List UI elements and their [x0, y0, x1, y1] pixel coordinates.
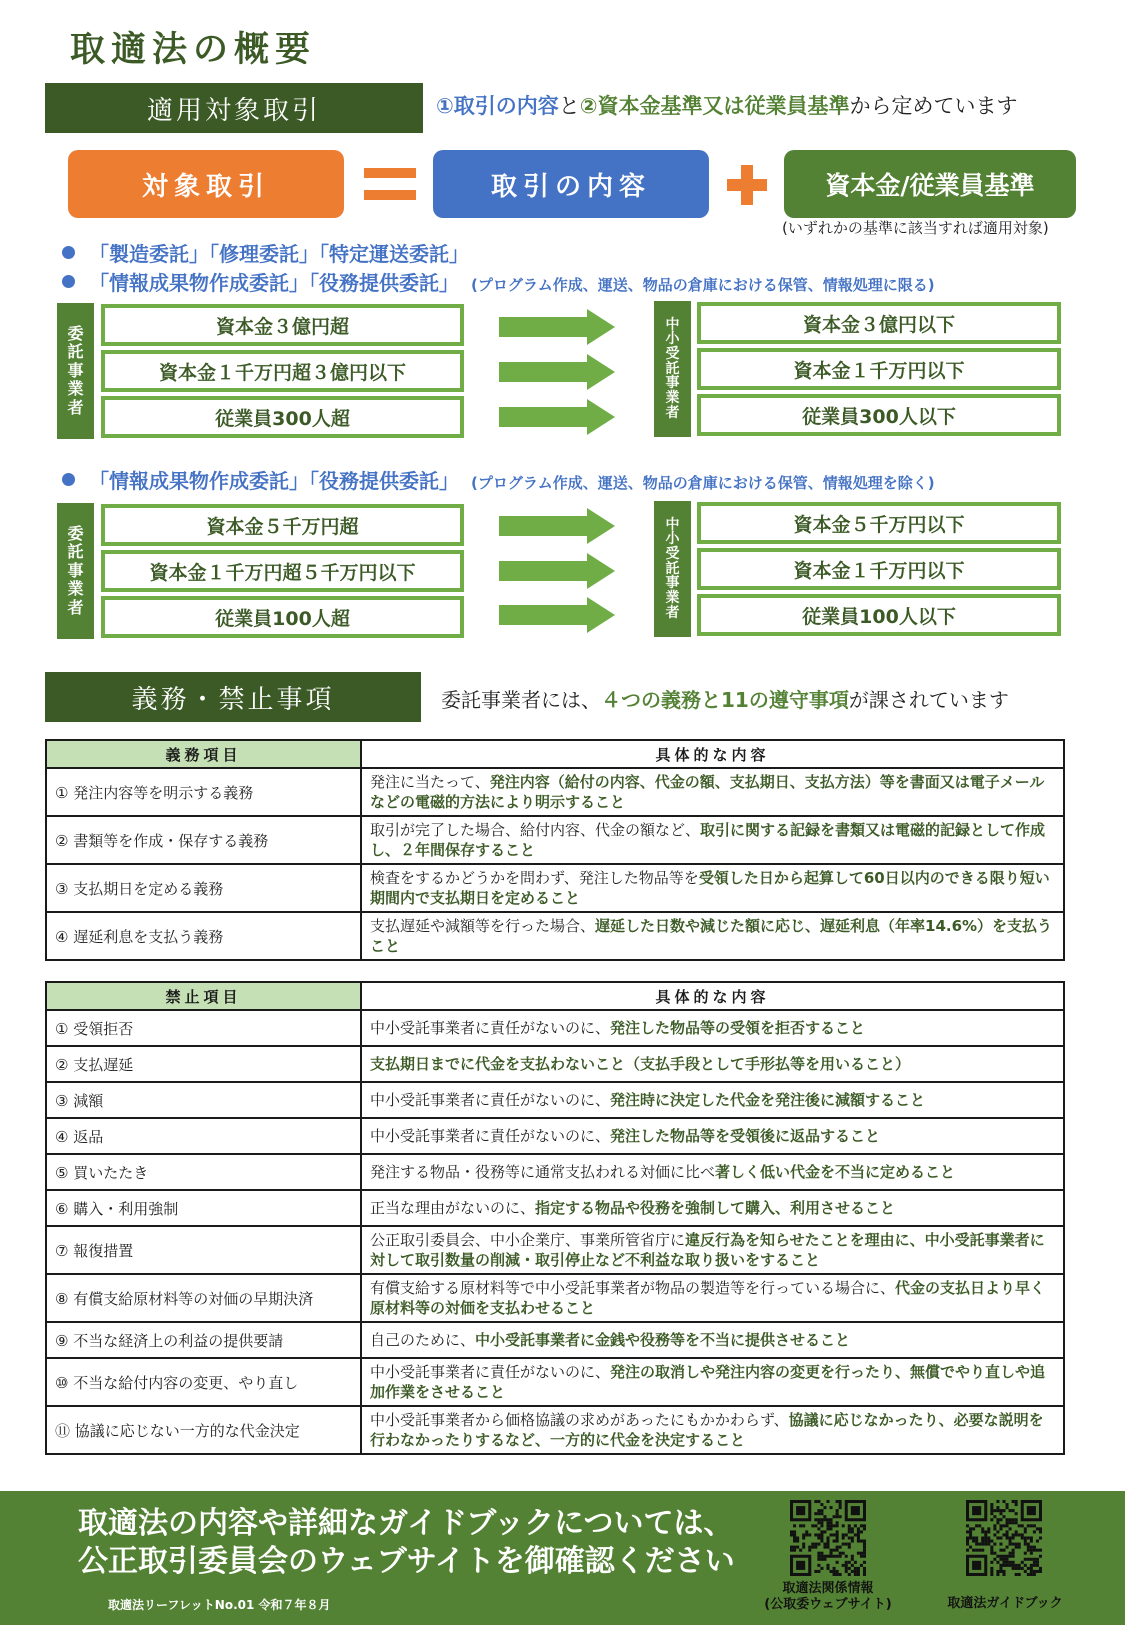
right-arrow-icon [499, 553, 615, 589]
intro-highlight: ４つの義務と11の遵守事項 [601, 688, 849, 712]
content-highlight: 発注時に決定した代金を発注後に減額すること [610, 1091, 926, 1109]
subcontractor-criteria-box: 資本金１千万円以下 [697, 548, 1061, 590]
row-item: ③ 減額 [46, 1082, 361, 1118]
bullet-text: 「製造委託」「修理委託」「特定運送委託」 [89, 242, 469, 266]
content-highlight: 発注内容（給付の内容、代金の額、支払期日、支払方法）等を書面又は電子メールなどの電磁的方法により明示すること [370, 773, 1045, 811]
qr-code-guidebook[interactable] [966, 1500, 1042, 1576]
subcontractor-criteria-box: 資本金３億円以下 [697, 302, 1061, 344]
content-text: 支払遅延や減額等を行った場合、 [370, 917, 596, 935]
qr1-caption [752, 1581, 904, 1613]
duties-col-item: 義務項目 [46, 740, 361, 768]
criteria-note: (いずれかの基準に該当すれば適用対象) [782, 219, 1049, 237]
entrusting-criteria-box: 資本金１千万円超５千万円以下 [101, 550, 464, 592]
section1-intro [436, 90, 1018, 120]
row-item: ② 書類等を作成・保存する義務 [46, 816, 361, 864]
table-row [46, 1322, 1064, 1358]
duties-table [45, 739, 1065, 961]
content-text: 取引が完了した場合、給付内容、代金の額など、 [370, 821, 701, 839]
row-item: ⑨ 不当な経済上の利益の提供要請 [46, 1322, 361, 1358]
subcontractor-criteria-box: 資本金１千万円以下 [697, 348, 1061, 390]
content-text: 中小受託事業者から価格協議の求めがあったにもかかわらず、 [370, 1411, 789, 1429]
table-row [46, 1154, 1064, 1190]
row-item: ③ 支払期日を定める義務 [46, 864, 361, 912]
row-content [361, 1154, 1064, 1190]
bullet-dot-icon [62, 246, 75, 259]
bullet-note: (プログラム作成、運送、物品の倉庫における保管、情報処理を除く) [471, 474, 935, 492]
entrusting-criteria-box: 資本金１千万円超３億円以下 [101, 350, 464, 392]
content-text: 中小受託事業者に責任がないのに、 [370, 1091, 611, 1109]
row-content [361, 1358, 1064, 1406]
criteria-box: 資本金/従業員基準 [784, 150, 1076, 218]
table-row [46, 864, 1064, 912]
row-content [361, 1322, 1064, 1358]
row-content [361, 1274, 1064, 1322]
row-item: ④ 返品 [46, 1118, 361, 1154]
content-highlight: 支払期日までに代金を支払わないこと（支払手段として手形払等を用いること） [370, 1055, 911, 1073]
table-row [46, 1046, 1064, 1082]
row-item: ⑩ 不当な給付内容の変更、やり直し [46, 1358, 361, 1406]
intro-and: と [558, 94, 580, 118]
content-text: 正当な理由がないのに、 [370, 1199, 536, 1217]
row-content [361, 816, 1064, 864]
content-highlight: 指定する物品や役務を強制して購入、利用させること [535, 1199, 896, 1217]
table-row [46, 768, 1064, 816]
table-row [46, 1406, 1064, 1454]
target-transaction-box: 対象取引 [68, 150, 344, 218]
table-row [46, 1190, 1064, 1226]
bullet-manufacturing [62, 238, 469, 267]
subcontractor-label-1: 中 小 受 託 事 業 者 [654, 301, 691, 437]
row-content [361, 1226, 1064, 1274]
intro-text: 委託事業者には、 [441, 688, 601, 712]
row-item: ① 受領拒否 [46, 1010, 361, 1046]
prohibitions-table [45, 981, 1065, 1455]
content-highlight: 代金の支払日より早く原材料等の対価を支払わせること [370, 1279, 1046, 1317]
content-text: 公正取引委員会、中小企業庁、事業所管省庁に [370, 1231, 686, 1249]
row-content [361, 768, 1064, 816]
plus-icon [727, 165, 767, 205]
section-heading-obligations: 義務・禁止事項 [45, 672, 421, 722]
row-item: ① 発注内容等を明示する義務 [46, 768, 361, 816]
right-arrow-icon [499, 354, 615, 390]
row-item: ② 支払遅延 [46, 1046, 361, 1082]
table-header-row [46, 982, 1064, 1010]
intro-transaction-content: ①取引の内容 [436, 94, 559, 118]
table-row [46, 912, 1064, 960]
table-row [46, 1358, 1064, 1406]
content-text: 発注する物品・役務等に通常支払われる対価に比べ [370, 1163, 716, 1181]
qr-code-jftc-website[interactable] [790, 1500, 866, 1576]
qr2-caption: 取適法ガイドブック [947, 1596, 1063, 1611]
transaction-content-box: 取引の内容 [433, 150, 709, 218]
footer-message [78, 1505, 735, 1581]
entrusting-criteria-box: 資本金３億円超 [101, 304, 464, 346]
table-header-row [46, 740, 1064, 768]
subcontractor-criteria-box: 従業員300人以下 [697, 394, 1061, 436]
content-highlight: 受領した日から起算して60日以内のできる限り短い期間内で支払期日を定めること [370, 869, 1050, 907]
row-item: ⑦ 報復措置 [46, 1226, 361, 1274]
row-content [361, 1406, 1064, 1454]
content-highlight: 発注の取消しや発注内容の変更を行ったり、無償でやり直しや追加作業をさせること [370, 1363, 1046, 1401]
bullet-information-services-limited [62, 267, 935, 296]
content-highlight: 違反行為を知らせたことを理由に、中小受託事業者に対して取引数量の削減・取引停止など不利益な取り扱いをすること [370, 1231, 1045, 1269]
content-highlight: 中小受託事業者に金銭や役務等を不当に提供させること [475, 1331, 851, 1349]
intro-tail: から定めています [849, 94, 1018, 118]
duties-col-content: 具体的な内容 [361, 740, 1064, 768]
entrusting-criteria-box: 従業員300人超 [101, 396, 464, 438]
table-row [46, 1118, 1064, 1154]
content-highlight: 著しく低い代金を不当に定めること [715, 1163, 956, 1181]
row-content [361, 1082, 1064, 1118]
footer-message-line: 取適法の内容や詳細なガイドブックについては、 [78, 1506, 734, 1541]
content-text: 発注に当たって、 [370, 773, 490, 791]
section2-intro [441, 684, 1009, 713]
row-content [361, 1190, 1064, 1226]
bullet-note: (プログラム作成、運送、物品の倉庫における保管、情報処理に限る) [471, 276, 935, 294]
table-row [46, 1274, 1064, 1322]
content-highlight: 遅延した日数や減じた額に応じ、遅延利息（年率14.6%）を支払うこと [370, 917, 1053, 955]
table-row [46, 1010, 1064, 1046]
subcontractor-criteria-box: 資本金５千万円以下 [697, 502, 1061, 544]
section-heading-applicable-transactions: 適用対象取引 [45, 83, 423, 133]
entrusting-business-label-1: 委 託 事 業 者 [57, 303, 94, 439]
row-content [361, 864, 1064, 912]
row-content [361, 912, 1064, 960]
qr1-caption-line: (公取委ウェブサイト) [764, 1597, 892, 1612]
right-arrow-icon [499, 508, 615, 544]
subcontractor-label-2: 中 小 受 託 事 業 者 [654, 501, 691, 637]
table-row [46, 1226, 1064, 1274]
leaflet-number: 取適法リーフレットNo.01 令和７年８月 [108, 1598, 331, 1612]
right-arrow-icon [499, 597, 615, 633]
footer-message-line: 公正取引委員会のウェブサイトを御確認ください [78, 1544, 735, 1579]
row-item: ⑪ 協議に応じない一方的な代金決定 [46, 1406, 361, 1454]
row-content [361, 1010, 1064, 1046]
row-item: ⑥ 購入・利用強制 [46, 1190, 361, 1226]
bullet-text: 「情報成果物作成委託」「役務提供委託」 [89, 271, 459, 295]
content-highlight: 発注した物品等の受領を拒否すること [610, 1019, 866, 1037]
entrusting-criteria-box: 資本金５千万円超 [101, 504, 464, 546]
bullet-dot-icon [62, 473, 75, 486]
content-text: 検査をするかどうかを問わず、発注した物品等を [370, 869, 699, 887]
content-text: 有償支給する原材料等で中小受託事業者が物品の製造等を行っている場合に、 [370, 1279, 896, 1297]
prohibitions-col-item: 禁止項目 [46, 982, 361, 1010]
intro-criteria: ②資本金基準又は従業員基準 [579, 94, 850, 118]
row-item: ⑧ 有償支給原材料等の対価の早期決済 [46, 1274, 361, 1322]
entrusting-business-label-2: 委 託 事 業 者 [57, 503, 94, 639]
row-content [361, 1046, 1064, 1082]
equals-icon [364, 168, 416, 200]
content-text: 中小受託事業者に責任がないのに、 [370, 1363, 611, 1381]
content-text: 中小受託事業者に責任がないのに、 [370, 1127, 611, 1145]
table-row [46, 1082, 1064, 1118]
row-content [361, 1118, 1064, 1154]
entrusting-criteria-box: 従業員100人超 [101, 596, 464, 638]
content-highlight: 発注した物品等を受領後に返品すること [610, 1127, 881, 1145]
right-arrow-icon [499, 309, 615, 345]
row-item: ⑤ 買いたたき [46, 1154, 361, 1190]
qr1-caption-line: 取適法関係情報 [782, 1581, 874, 1596]
bullet-information-services-excluded [62, 465, 935, 494]
prohibitions-col-content: 具体的な内容 [361, 982, 1064, 1010]
subcontractor-criteria-box: 従業員100人以下 [697, 594, 1061, 636]
table-row [46, 816, 1064, 864]
bullet-dot-icon [62, 275, 75, 288]
bullet-text: 「情報成果物作成委託」「役務提供委託」 [89, 469, 459, 493]
intro-tail: が課されています [848, 688, 1009, 712]
content-text: 自己のために、 [370, 1331, 476, 1349]
content-highlight: 協議に応じなかったり、必要な説明を行わなかったりするなど、一方的に代金を決定すること [370, 1411, 1044, 1449]
content-text: 中小受託事業者に責任がないのに、 [370, 1019, 611, 1037]
content-highlight: 取引に関する記録を書類又は電磁的記録として作成し、２年間保存すること [370, 821, 1046, 859]
page-title: 取適法の概要 [70, 30, 317, 70]
row-item: ④ 遅延利息を支払う義務 [46, 912, 361, 960]
right-arrow-icon [499, 399, 615, 435]
